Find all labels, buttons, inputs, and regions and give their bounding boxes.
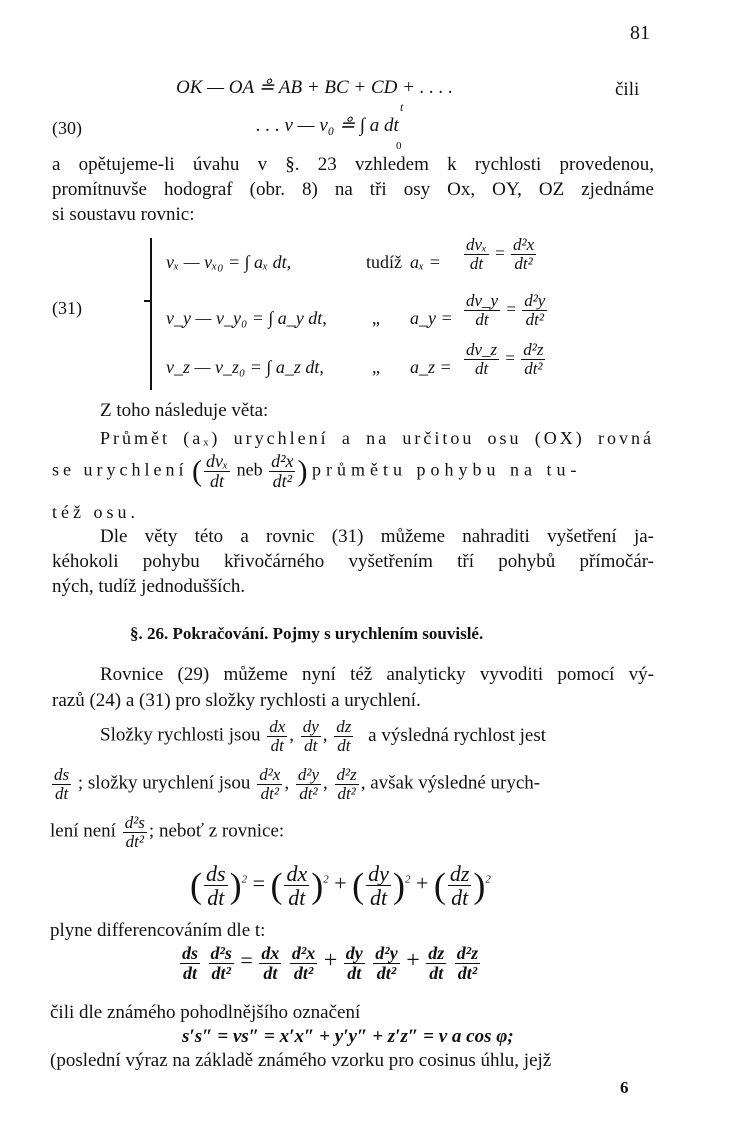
short-equation: s′s″ = vs″ = x′x″ + y′y″ + z′z″ = v a cos φ;	[182, 1026, 514, 1047]
differentiated-equation: $\frac{ds}{dt}$ $\frac{\text{d²s}}{\text{dt²}}$ = $\frac{dx}{dt}$ $\frac{\text{d²x}}{\text{dt²}}$ + $\frac{dy}{dt}$ $\frac{\text{d²y}}{\text{dt²}}$ + $\frac{dz}{dt}$ $\frac{\text{d²z}}{\text{dt²}}$	[182, 943, 479, 983]
equation-label-31: (31)	[52, 298, 82, 318]
text-line: si soustavu rovnic:	[52, 204, 195, 225]
eq30-lower-limit: 0	[396, 140, 402, 152]
cili-label: čili	[615, 79, 640, 100]
text-line: Dle věty této a rovnic (31) můžeme nahraditi vyšetření ja-	[100, 526, 654, 547]
last-line: (poslední výraz na základě známého vzorku pro cosinus úhlu, jejž	[50, 1050, 552, 1071]
paragraph-analytic	[52, 662, 654, 714]
squared-equation: ( $\frac{ds}{dt}$ )$^2$ = ( $\frac{dx}{dt}$ )$^2$ + ( $\frac{dy}{dt}$ )$^2$ + ( $\frac{dz}{dt}$ )$^2$	[190, 861, 491, 911]
eq31-row-lhs: v_y — v_y₀ = ∫ a_y dt,	[166, 308, 327, 328]
eq31-row-frac2: $\frac{dv\_y}{dt}$ = $\frac{\text{d²y}}{\text{dt²}}$	[466, 291, 546, 329]
equation-30: . . . v — v₀ ≗ ∫ a dt	[256, 115, 399, 136]
plyne-line: plyne differencováním dle t:	[50, 920, 266, 941]
theorem-line-2: se urychlení ( $\frac{\text{dvₓ}}{dt}$ neb $\frac{\text{d²x}}{\text{dt²}}$ ) průmětu pohybu na tu-	[52, 451, 582, 491]
page-number: 81	[630, 22, 650, 44]
cili-line: čili dle známého pohodlnějšího označení	[50, 1002, 361, 1023]
paragraph-intro	[52, 152, 654, 227]
eq31-row-sep: „	[372, 308, 380, 328]
text-line: a opětujeme-li úvahu v §. 23 vzhledem k rychlosti provedenou,	[52, 154, 654, 175]
eq30-upper-limit: t	[400, 100, 404, 114]
section-title: §. 26. Pokračování. Pojmy s urychlením souvislé.	[130, 624, 484, 643]
text-line: Rovnice (29) můžeme nyní též analyticky vyvoditi pomocí vý-	[100, 664, 654, 685]
text-line: kéhokoli pohybu křivočárného vyšetřením tří pohybů přímočár-	[52, 551, 654, 572]
eq31-row-a: a_y =	[410, 308, 453, 328]
eq31-row-a: a_z =	[410, 357, 452, 377]
text-line: razů (24) a (31) pro složky rychlosti a urychlení.	[52, 690, 421, 711]
text-line: ných, tudíž jednodušších.	[52, 576, 246, 597]
equation-brace-tip	[144, 300, 150, 318]
speed-components-line: Složky rychlosti jsou $\frac{dx}{dt}$ , $\frac{dy}{dt}$ , $\frac{dz}{dt}$ a výsledná rychlost jest	[100, 717, 546, 755]
theorem-line-1: Průmět (aₓ) urychlení a na určitou osu (OX) rovná	[100, 428, 654, 448]
text-line: promítnuvše hodograf (obr. 8) na tři osy Ox, OY, OZ zjednáme	[52, 179, 654, 200]
equation-label-30: (30)	[52, 118, 82, 138]
eq31-row-a: aₓ =	[410, 252, 441, 272]
accel-components-line: $\frac{ds}{dt}$ ; složky urychlení jsou $\frac{\text{d²x}}{\text{dt²}}$ , $\frac{\text{d²y}}{\text{dt²}}$ , $\frac{\text{d²z}}{\text{dt²}}$ , avšak výsledné urych-	[54, 765, 541, 803]
eq31-row-sep: „	[372, 357, 380, 377]
eq31-row-lhs: v_z — v_z₀ = ∫ a_z dt,	[166, 357, 324, 377]
equation-brace	[150, 238, 152, 390]
eq31-row-lhs: vₓ — vₓ₀ = ∫ aₓ dt,	[166, 252, 292, 272]
theorem-intro: Z toho následuje věta:	[100, 400, 269, 421]
theorem-line-3: též osu.	[52, 502, 139, 522]
paragraph-consequence	[52, 524, 654, 599]
eq31-row-frac1: $\frac{\text{dvₓ}}{dt}$ = $\frac{\text{d²x}}{\text{dt²}}$	[466, 235, 535, 273]
leni-line: lení není $\frac{\text{d²s}}{\text{dt²}}$ ; neboť z rovnice:	[50, 813, 285, 851]
eq31-row-sep: tudíž	[366, 252, 402, 272]
equation-top: OK — OA ≗ AB + BC + CD + . . . .	[176, 77, 453, 98]
footer-mark: 6	[620, 1078, 629, 1097]
eq31-row-frac3: $\frac{dv\_z}{dt}$ = $\frac{\text{d²z}}{\text{dt²}}$	[466, 340, 544, 378]
